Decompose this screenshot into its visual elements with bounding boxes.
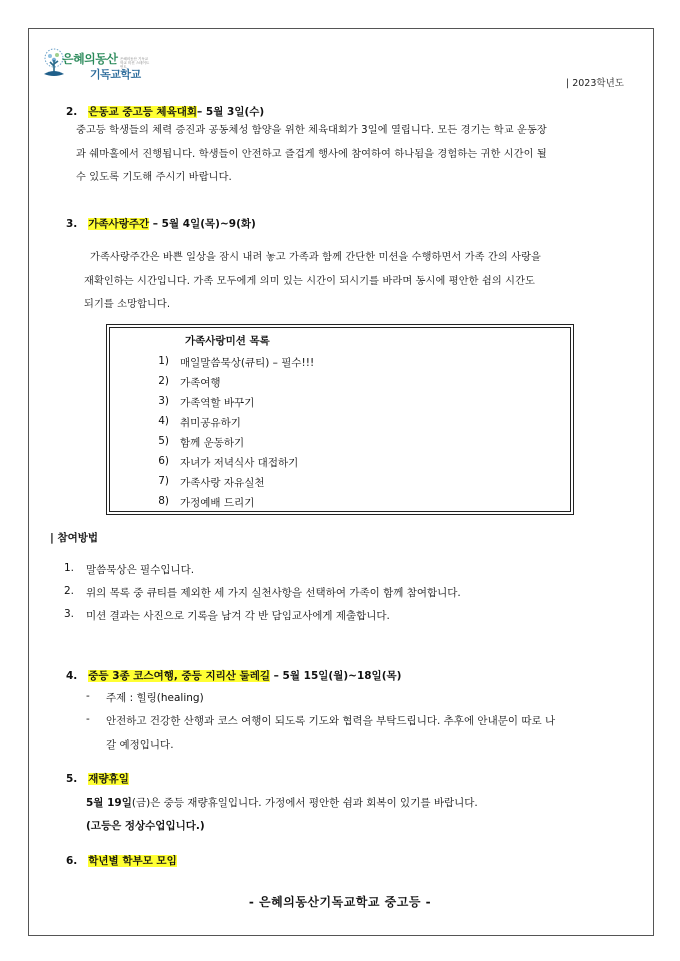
- mission-item: 함께 운동하기: [180, 437, 245, 449]
- mission-item: 가족여행: [180, 377, 221, 389]
- mission-box-title: 가족사랑미션 목록: [185, 335, 270, 347]
- section-3-date: – 5월 4일(목)~9(화): [152, 218, 256, 230]
- section-4-date: – 5월 15일(월)~18일(목): [273, 670, 402, 682]
- text-line: 되기를 소망합니다.: [84, 299, 171, 310]
- bullet-dash: -: [86, 713, 90, 725]
- text-line: 수 있도록 기도해 주시기 바랍니다.: [76, 172, 232, 183]
- method-item: 위의 목록 중 큐티를 제외한 세 가지 실천사항을 선택하여 가족이 함께 참여합니다.: [86, 587, 461, 599]
- school-name-footer: - 은혜의동산기독교학교 중고등 -: [248, 895, 432, 909]
- mission-item: 자녀가 저녁식사 대접하기: [180, 457, 299, 469]
- method-item: 미션 결과는 사진으로 기록을 남겨 각 반 담임교사에게 제출합니다.: [86, 610, 390, 622]
- section-2-title: 은동교 중고등 체육대회: [88, 106, 198, 118]
- method-number: 3.: [64, 608, 75, 620]
- mission-item: 가족사랑 자유실천: [180, 477, 265, 489]
- section-4-note-line: 갈 예정입니다.: [106, 739, 174, 751]
- holiday-text: 은 중등 재량휴일입니다. 가정에서 평안한 쉼과 회복이 있기를 바랍니다.: [150, 797, 478, 809]
- bullet-dash: -: [86, 690, 90, 702]
- logo-text-bottom: 기독교학교: [90, 68, 141, 81]
- section-6-title: 학년별 학부모 모임: [88, 855, 177, 867]
- section-5-heading: [66, 771, 129, 786]
- mission-item: 가정예배 드리기: [180, 497, 255, 509]
- section-4-theme: 주제 : 힐링(healing): [106, 692, 204, 704]
- text-line: 가족사랑주간은 바쁜 일상을 잠시 내려 놓고 가족과 함께 간단한 미션을 수행하면서 가족 간의 사랑을: [90, 252, 541, 263]
- participation-heading: | 참여방법: [50, 532, 99, 544]
- mission-number: 7): [158, 475, 169, 487]
- section-4-note-line: 안전하고 건강한 산행과 코스 여행이 되도록 기도와 협력을 부탁드립니다. 추후에 안내문이 따로 나: [106, 715, 556, 727]
- section-3-heading: [66, 216, 256, 231]
- mission-number: 1): [158, 355, 169, 367]
- text-line: 재확인하는 시간입니다. 가족 모두에게 의미 있는 시간이 되시기를 바라며 동시에 평안한 쉼의 시간도: [84, 275, 535, 287]
- method-number: 1.: [64, 562, 75, 574]
- section-3-number: 3.: [66, 218, 78, 230]
- mission-number: 4): [158, 415, 169, 427]
- mission-number: 2): [158, 375, 169, 387]
- mission-number: 3): [158, 395, 169, 407]
- mission-item: 가족역할 바꾸기: [180, 397, 255, 409]
- section-4-heading: [66, 668, 401, 683]
- method-number: 2.: [64, 585, 75, 597]
- mission-number: 5): [158, 435, 169, 447]
- logo-subtext: 은혜의동산 기독교학교 미션 스테이트먼트: [120, 57, 150, 69]
- mission-item: 매일말씀묵상(큐티) – 필수!!!: [180, 357, 315, 369]
- section-3-body: [84, 246, 541, 317]
- mission-box: [109, 327, 571, 512]
- section-4-title: 중등 3종 코스여행, 중등 지리산 둘레길: [88, 670, 270, 682]
- holiday-date: 5월 19일: [86, 797, 132, 809]
- mission-number: 6): [158, 455, 169, 467]
- section-5-title: 재량휴일: [88, 773, 129, 785]
- section-6-heading: [66, 853, 177, 868]
- text-line: 중고등 학생들의 체력 증진과 공동체성 함양을 위한 체육대회가 3일에 열립니다. 모든 경기는 학교 운동장: [76, 125, 547, 136]
- section-2-body: [76, 119, 547, 190]
- section-5-number: 5.: [66, 773, 78, 785]
- logo-text-top: 은혜의동산: [62, 52, 118, 66]
- method-item: 말씀묵상은 필수입니다.: [86, 564, 195, 576]
- mission-item: 취미공유하기: [180, 417, 241, 429]
- text-line: 과 쉐마홀에서 진행됩니다. 학생들이 안전하고 즐겁게 행사에 참여하여 하나됨을 경험하는 귀한 시간이 될: [76, 148, 547, 160]
- school-year: | 2023학년도: [566, 78, 624, 89]
- section-2-date: – 5월 3일(수): [197, 106, 265, 118]
- section-4-number: 4.: [66, 670, 78, 682]
- mission-number: 8): [158, 495, 169, 507]
- section-6-number: 6.: [66, 855, 78, 867]
- section-5-line: [86, 795, 478, 810]
- section-5-note: (고등은 정상수업입니다.): [86, 820, 205, 832]
- section-2-number: 2.: [66, 106, 78, 118]
- holiday-weekday: (금): [131, 797, 151, 809]
- section-2-heading: [66, 104, 264, 119]
- section-3-title: 가족사랑주간: [88, 218, 150, 230]
